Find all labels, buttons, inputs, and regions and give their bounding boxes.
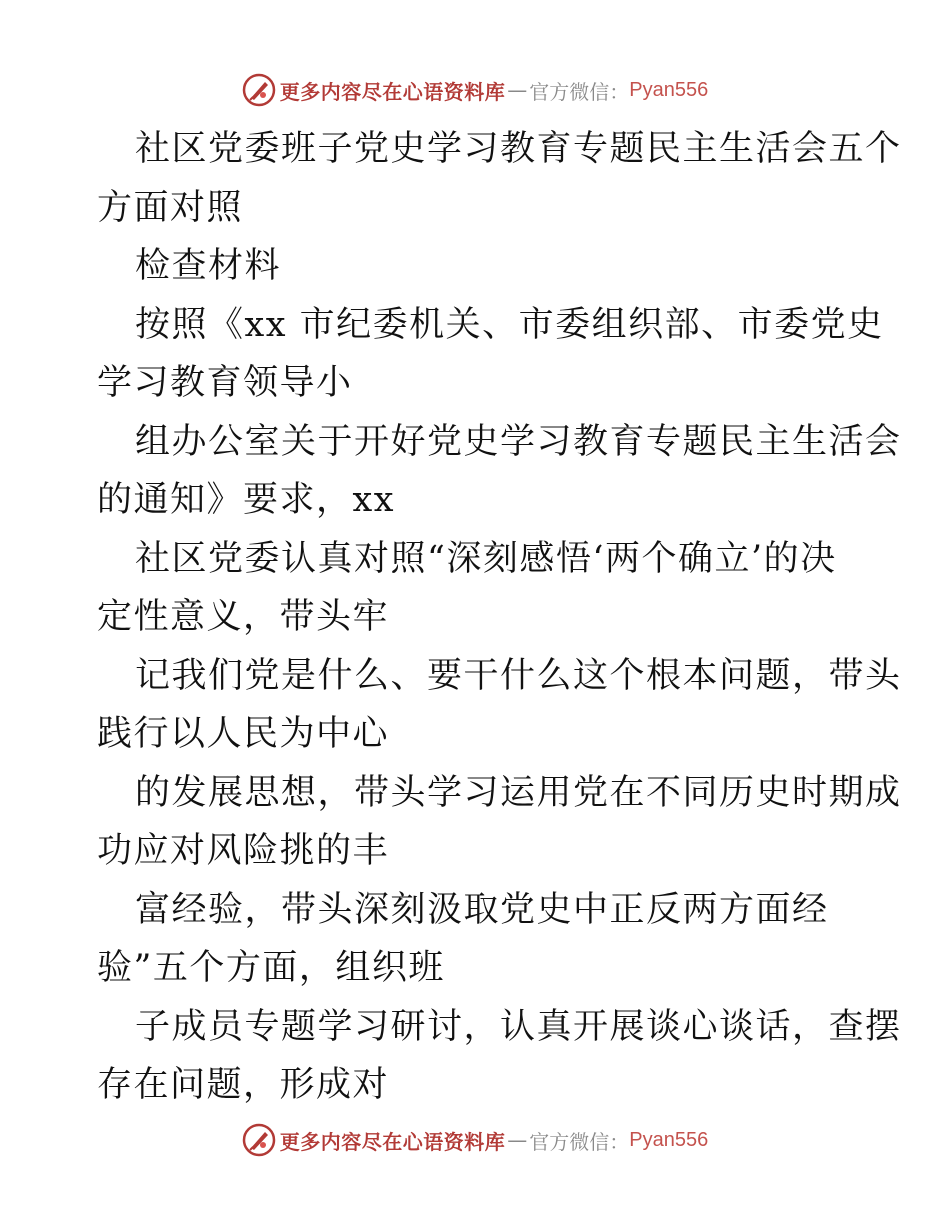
title-line-3: 检查材料 bbox=[135, 246, 282, 286]
paragraph-line: 记我们党是什么、要干什么这个根本问题，带头 bbox=[135, 655, 902, 696]
paragraph-line: 践行以人民为中心 bbox=[97, 714, 390, 754]
title-line-2: 方面对照 bbox=[97, 187, 244, 228]
paragraph-line: 的发展思想，带头学习运用党在不同历史时期成 bbox=[135, 772, 902, 813]
paragraph-line: 功应对风险挑的丰 bbox=[97, 831, 390, 871]
header-banner bbox=[0, 70, 950, 110]
quill-pen-logo-icon bbox=[242, 73, 276, 107]
banner-wechat-label: 官方微信： bbox=[529, 79, 630, 104]
banner-wechat-label: 官方微信： bbox=[529, 1129, 630, 1154]
paragraph-line: 定性意义，带头牢 bbox=[97, 597, 390, 637]
paragraph-line: 组办公室关于开好党史学习教育专题民主生活会 bbox=[135, 421, 902, 462]
banner-separator: — bbox=[507, 78, 528, 102]
banner-site-text: 更多内容尽在心语资料库 bbox=[279, 79, 506, 104]
quill-pen-logo-icon bbox=[242, 1123, 276, 1157]
document-body bbox=[97, 120, 902, 1115]
paragraph-line: 富经验，带头深刻汲取党史中正反两方面经 bbox=[135, 889, 829, 930]
paragraph-line: 按照《xx 市纪委机关、市委组织部、市委党史 bbox=[135, 304, 884, 345]
title-line-1: 社区党委班子党史学习教育专题民主生活会五个 bbox=[135, 129, 902, 169]
banner-wechat-id: Pyan556 bbox=[629, 78, 709, 101]
paragraph-line: 子成员专题学习研讨，认真开展谈心谈话，查摆 bbox=[135, 1006, 902, 1047]
paragraph-line: 学习教育领导小 bbox=[97, 363, 353, 403]
paragraph-line: 验”五个方面，组织班 bbox=[97, 948, 445, 988]
footer-banner bbox=[0, 1120, 950, 1160]
banner-separator: — bbox=[507, 1128, 528, 1152]
banner-wechat-id: Pyan556 bbox=[629, 1128, 709, 1151]
paragraph-line: 存在问题，形成对 bbox=[97, 1065, 390, 1105]
paragraph-line: 的通知》要求，xx bbox=[97, 480, 395, 520]
paragraph-line: 社区党委认真对照“深刻感悟‘两个确立’的决 bbox=[135, 538, 837, 579]
banner-site-text: 更多内容尽在心语资料库 bbox=[279, 1129, 506, 1154]
